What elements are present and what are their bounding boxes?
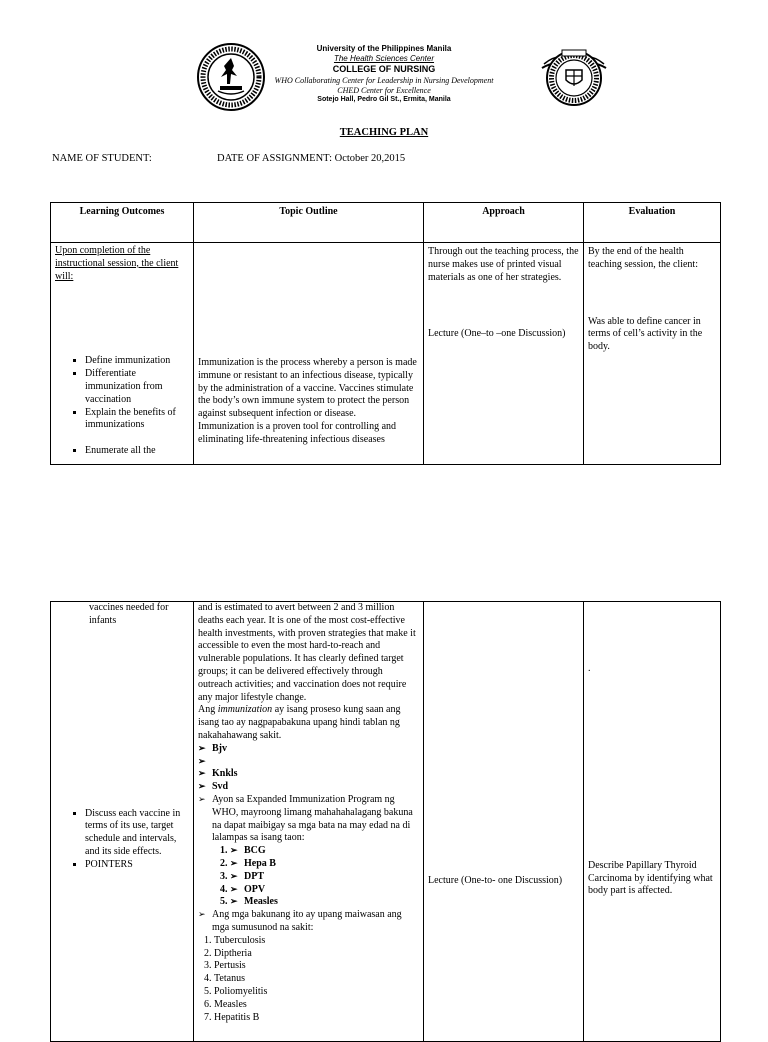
student-name-label: NAME OF STUDENT:: [52, 153, 152, 164]
topic-outline-cell: [194, 602, 424, 1042]
list-item: 4. Tetanus: [214, 973, 419, 986]
approach-lecture: Lecture (One–to –one Discussion): [428, 328, 566, 340]
teaching-plan-table-page2: [50, 601, 721, 1042]
outcome-continued: vaccines needed for infants: [89, 602, 169, 626]
list-item: ▪ Differentiate immunization from vaccination: [85, 368, 189, 406]
topic-paragraph-2: Immunization is a proven tool for controlling and eliminating life-threatening infectious diseases: [198, 420, 397, 445]
vaccine-list: [212, 845, 419, 909]
list-item: ▪ Enumerate all the: [85, 445, 189, 458]
learning-outcomes-cell: [51, 602, 194, 1042]
address: Sotejo Hall, Pedro Gil St., Ermita, Manila: [317, 96, 451, 104]
list-item: 5. Poliomyelitis: [214, 986, 419, 999]
list-item: ➢ 3. DPT: [230, 871, 419, 884]
list-item: ▪ Discuss each vaccine in terms of its use, target schedule and intervals, and its side effects.: [85, 808, 189, 859]
ched-center: CHED Center for Excellence: [337, 86, 431, 96]
evaluation-intro: By the end of the health teaching session, the client:: [588, 246, 698, 270]
list-item: 7. Hepatitis B: [214, 1012, 419, 1025]
assignment-date-label: DATE OF ASSIGNMENT: October 20,2015: [217, 153, 406, 164]
col-learning-outcomes: Learning Outcomes: [51, 203, 194, 243]
text: Ang: [198, 704, 218, 716]
teaching-plan-table-page1: [50, 202, 721, 465]
evaluation-dot: .: [588, 663, 591, 674]
approach-text: Through out the teaching process, the nurse makes use of printed visual materials as one of her strategies.: [428, 246, 579, 283]
evaluation-item: Was able to define cancer in terms of cell’s activity in the body.: [588, 315, 703, 353]
evaluation-cell: [584, 602, 721, 1042]
text: immunization: [217, 704, 273, 716]
col-topic-outline: Topic Outline: [194, 203, 424, 243]
col-evaluation: Evaluation: [584, 203, 721, 243]
list-item: ➢ Knkls: [198, 768, 419, 781]
list-item: ▪ Explain the benefits of immunizations: [85, 407, 189, 433]
topic-paragraph: and is estimated to avert between 2 and 3 million deaths each year. It is one of the most cost-effective health investments, with proven strategies that make it accessible to even the most hard-to-reach and vulnerable populations. It has clearly defined target groups; it can be delivered effectively through outreach activities; and vaccination does not require any major lifestyle change.: [198, 602, 416, 703]
list-item: ➢ 5. Measles: [230, 896, 419, 909]
evaluation-cell: [584, 243, 721, 465]
university-name: University of the Philippines Manila: [316, 44, 452, 53]
health-sciences-center: The Health Sciences Center: [333, 54, 435, 64]
approach-lecture: Lecture (One-to- one Discussion): [428, 875, 563, 886]
list-item: ➢ 4. OPV: [230, 884, 419, 897]
outcomes-intro: Upon completion of the instructional session, the client will:: [55, 245, 179, 282]
tagalog-definition: [198, 704, 419, 742]
col-approach: Approach: [424, 203, 584, 243]
ayon-text: Ayon sa Expanded Immunization Program ng WHO, mayroong limang mahahahalagang bakuna na dapat maibigay sa mga bata na may edad na di lalampas sa isang taon:: [212, 793, 413, 844]
letterhead: [0, 44, 768, 105]
arrow-list-2: [198, 794, 419, 935]
outcomes-list-continued: [55, 445, 189, 458]
list-item: [198, 756, 419, 769]
approach-cell: [424, 243, 584, 465]
arrow-list: [198, 743, 419, 794]
outcomes-list: [55, 808, 189, 872]
who-center: WHO Collaborating Center for Leadership in Nursing Development: [274, 75, 494, 85]
list-item: ➢ 2. Hepa B: [230, 858, 419, 871]
disease-list: [198, 935, 419, 1025]
list-item: ▪ Define immunization: [85, 355, 189, 368]
list-item: ▪ POINTERS: [85, 859, 189, 872]
evaluation-item: Describe Papillary Thyroid Carcinoma by identifying what body part is affected.: [588, 859, 713, 897]
list-item: [198, 794, 419, 909]
list-item: 6. Measles: [214, 999, 419, 1012]
list-item: ➢ Svd: [198, 781, 419, 794]
college-name: COLLEGE OF NURSING: [332, 64, 436, 75]
outcomes-list: [55, 355, 189, 432]
topic-outline-cell: [194, 243, 424, 465]
topic-paragraph: Immunization is the process whereby a person is made immune or resistant to an infectious disease, typically by the administration of a vaccine. Vaccines stimulate the body’s own immune system to protect the person against subsequent infection or disease.: [198, 357, 417, 420]
list-item: 1. Tuberculosis: [214, 935, 419, 948]
approach-cell: [424, 602, 584, 1042]
list-item: ➢ Bjv: [198, 743, 419, 756]
list-item: 2. Diptheria: [214, 948, 419, 961]
learning-outcomes-cell: [51, 243, 194, 465]
text: ay isang proseso kung saan ang isang tao ay nagpapabakuna upang hindi tablan ng nakahahawang sakit.: [198, 704, 401, 741]
list-item: ➢ Ang mga bakunang ito ay upang maiwasan ang mga sumusunod na sakit:: [198, 909, 419, 935]
list-item: ➢ 1. BCG: [230, 845, 419, 858]
page-title: TEACHING PLAN: [339, 127, 429, 138]
list-item: 3. Pertusis: [214, 960, 419, 973]
